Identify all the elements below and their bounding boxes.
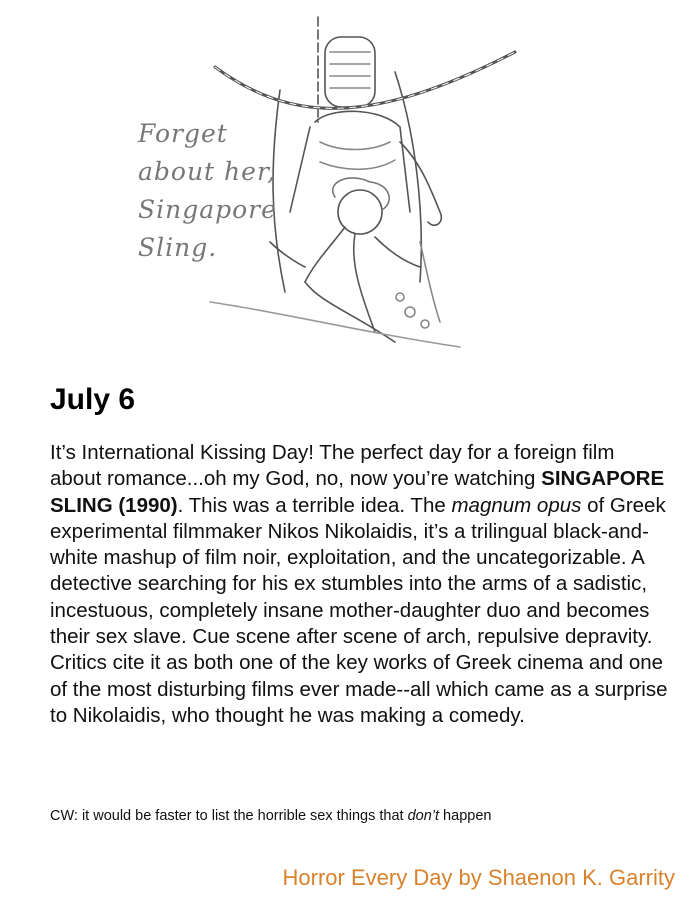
sketch-illustration bbox=[120, 12, 540, 362]
entry-text-part2: . This was a terrible idea. The bbox=[177, 493, 452, 517]
content-warning bbox=[50, 808, 491, 824]
caption-line-3: Singapore bbox=[138, 195, 277, 224]
emphasis-magnum-opus: magnum opus bbox=[451, 493, 582, 517]
series-credit: Horror Every Day by Shaenon K. Garrity bbox=[282, 865, 675, 890]
cw-emphasis: don’t bbox=[407, 808, 440, 824]
film-title: SINGAPORE SLING (1990) bbox=[50, 467, 665, 517]
caption-line-1: Forget bbox=[138, 119, 228, 148]
caption-line-2: about her, bbox=[138, 157, 277, 186]
entry-description bbox=[50, 440, 670, 729]
caption-line-4: Sling. bbox=[138, 233, 218, 262]
pencil-drawing bbox=[120, 12, 540, 362]
entry-text-part1: It’s International Kissing Day! The perfect day for a foreign film about romance...oh my God, no, now you’re watching bbox=[50, 441, 615, 491]
entry-text-part3: of Greek experimental filmmaker Nikos Nikolaidis, it’s a trilingual black-and-white mashup of film noir, exploitation, and the uncategorizable. A detective searching for his ex stumbles into the arms of a sadistic, incestuous, completely insane mother-daughter duo and becomes their sex slave. Cue scene after scene of arch, repulsive depravity. Critics cite it as both one of the key works of Greek cinema and one of the most disturbing films ever made--all which came as a surprise to Nikolaidis, who thought he was making a comedy. bbox=[50, 493, 668, 727]
cw-before: CW: it would be faster to list the horrible sex things that bbox=[50, 808, 408, 824]
cw-after: happen bbox=[439, 808, 492, 824]
entry-date: July 6 bbox=[50, 383, 136, 416]
